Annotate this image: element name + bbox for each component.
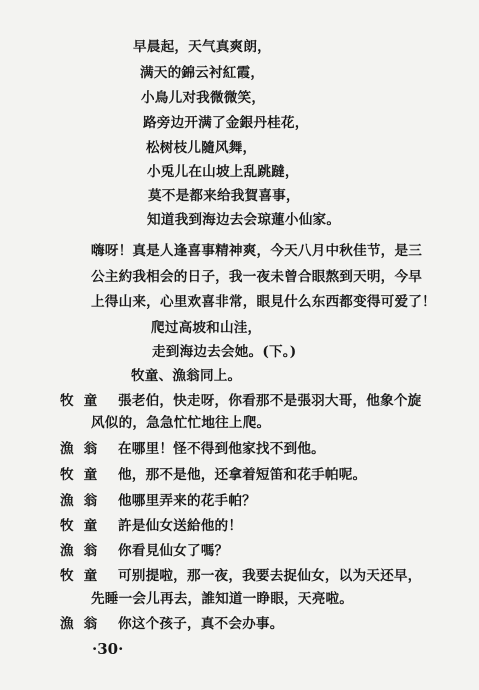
- prose-line: 公主約我相会的日子，我一夜未曾合眼熬到天明，今早: [91, 269, 423, 285]
- verse-line: 早晨起，天气真爽朗，: [133, 39, 271, 55]
- speaker-name: 漁翁: [60, 616, 108, 632]
- speaker-name: 牧童: [60, 467, 108, 483]
- dialogue-line: 风似的，急急忙忙地往上爬。: [91, 415, 271, 431]
- speaker-name: 牧童: [60, 518, 108, 534]
- stage-direction: 牧童、漁翁同上。: [131, 368, 242, 384]
- verse-line: 爬过高坡和山洼，: [151, 320, 262, 336]
- speaker-name: 漁翁: [60, 543, 108, 559]
- dialogue-line: 張老伯，快走呀，你看那不是張羽大哥，他象个旋: [118, 393, 422, 409]
- verse-line: 走到海边去会她。(下。): [152, 344, 297, 360]
- verse-line: 满天的錦云衬紅霞，: [140, 65, 265, 81]
- verse-line: 知道我到海边去会琼蓮小仙家。: [147, 212, 341, 228]
- verse-line: 松树枝儿隨风舞，: [146, 140, 257, 156]
- speaker-name: 牧童: [60, 393, 108, 409]
- dialogue-line: 他，那不是他，还拿着短笛和花手帕呢。: [118, 467, 367, 483]
- verse-line: 小兎儿在山坡上乱跳躂，: [147, 164, 299, 180]
- verse-line: 路旁边开满了金銀丹桂花，: [143, 115, 309, 131]
- dialogue-line: 先睡一会儿再去，誰知道一睁眼，天亮啦。: [91, 591, 354, 607]
- speaker-name: 牧童: [60, 568, 108, 584]
- page-number: ·30·: [92, 640, 124, 658]
- dialogue-line: 你看見仙女了嗎？: [118, 543, 229, 559]
- speaker-name: 漁翁: [60, 493, 108, 509]
- dialogue-line: 他哪里弄来的花手帕？: [118, 493, 256, 509]
- speaker-name: 漁翁: [60, 441, 108, 457]
- verse-line: 小鳥儿对我微微笑，: [141, 90, 266, 106]
- dialogue-line: 在哪里！怪不得到他家找不到他。: [118, 441, 325, 457]
- prose-line: 嗨呀！真是人逢喜事精神爽，今天八月中秋佳节，是三: [91, 243, 423, 259]
- dialogue-line: 許是仙女送給他的！: [118, 518, 243, 534]
- dialogue-line: 你这个孩子，真不会办事。: [118, 616, 284, 632]
- verse-line: 莫不是都来给我賀喜事，: [148, 188, 300, 204]
- dialogue-line: 可别提啦，那一夜，我要去捉仙女，以为天还早，: [118, 568, 422, 584]
- prose-line: 上得山来，心里欢喜非常，眼見什么东西都变得可爱了！: [91, 294, 436, 310]
